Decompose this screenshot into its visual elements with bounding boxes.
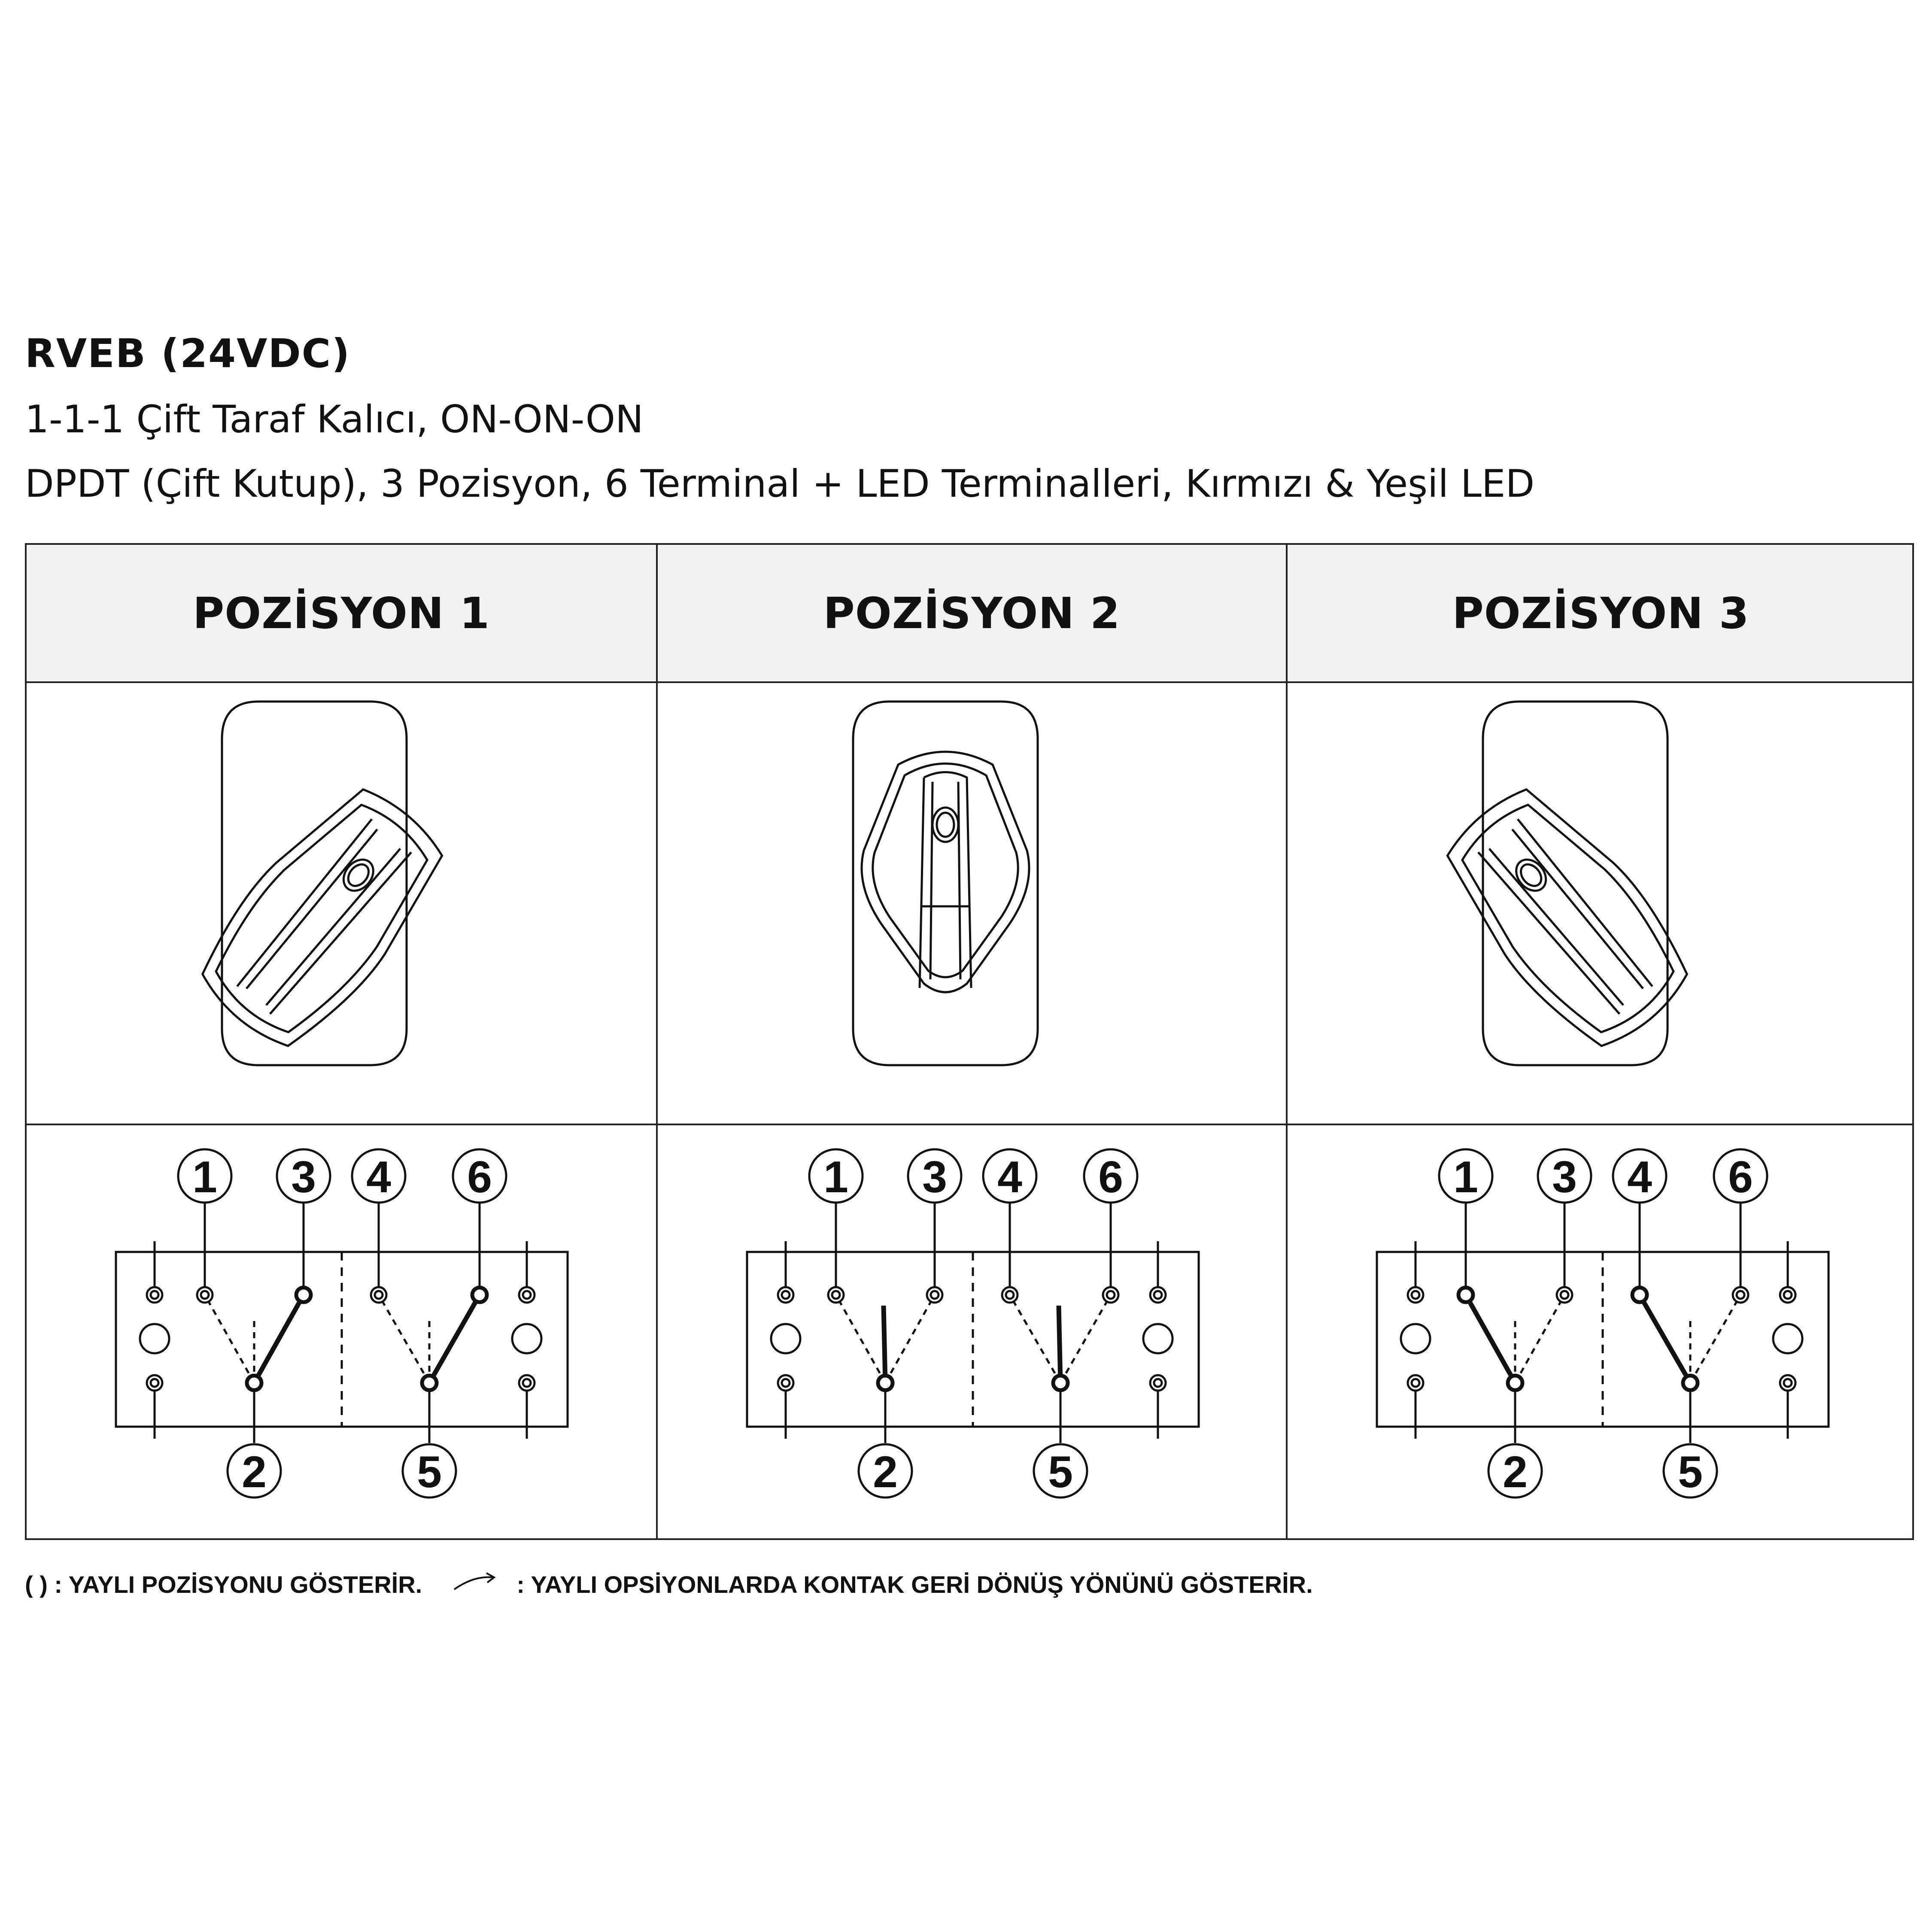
contact-lever: [1640, 1295, 1690, 1383]
led-window: [512, 1324, 541, 1353]
terminal-contact: [296, 1288, 311, 1302]
led-terminal-inner: [1412, 1379, 1419, 1387]
terminal-contact: [927, 1287, 942, 1303]
wiring-diagram-pos2: [658, 1125, 1286, 1538]
terminal-contact: [472, 1288, 487, 1302]
led-terminal-inner: [782, 1291, 790, 1299]
contact-lever: [884, 1306, 885, 1383]
terminal-number: 5: [417, 1447, 442, 1497]
common-contact: [1683, 1376, 1698, 1390]
led-terminal: [778, 1287, 793, 1303]
led-terminal-inner: [1784, 1379, 1792, 1387]
common-contact: [878, 1376, 893, 1390]
contact-path-dashed: [836, 1295, 885, 1383]
contact-path-dashed: [205, 1295, 254, 1383]
led-terminal: [519, 1287, 535, 1303]
terminal-number: 1: [1453, 1152, 1478, 1202]
terminal-number: 6: [1098, 1152, 1123, 1202]
terminal-number: 4: [1627, 1152, 1652, 1202]
terminal-number: 2: [242, 1447, 267, 1497]
led-terminal-inner: [523, 1379, 531, 1387]
wiring-diagram-pos1: [27, 1125, 656, 1538]
terminal-number: 2: [1503, 1447, 1528, 1497]
terminal-number: 3: [922, 1152, 947, 1202]
terminal-number: 6: [1728, 1152, 1753, 1202]
contact-path-dashed: [885, 1295, 935, 1383]
terminal-contact: [197, 1287, 213, 1303]
footer-note-return: : YAYLI OPSİYONLARDA KONTAK GERİ DÖNÜŞ YÖNÜNÜ GÖSTERİR.: [516, 1571, 1313, 1598]
terminal-number: 1: [823, 1152, 848, 1202]
column-header-2: POZİSYON 2: [823, 588, 1121, 638]
led-terminal: [1408, 1375, 1423, 1391]
return-arrow-icon: [452, 1571, 499, 1598]
terminal-number: 3: [1552, 1152, 1577, 1202]
led-terminal-inner: [1784, 1291, 1792, 1299]
terminal-number: 1: [192, 1152, 217, 1202]
page-subtitle-2: DPDT (Çift Kutup), 3 Pozisyon, 6 Terminal + LED Terminalleri, Kırmızı & Yeşil LED: [25, 462, 1535, 506]
footer-note-spring: ( ) : YAYLI POZİSYONU GÖSTERİR.: [25, 1571, 422, 1598]
terminal-number: 5: [1048, 1447, 1073, 1497]
terminal-number: 4: [366, 1152, 391, 1202]
terminal-contact: [1632, 1288, 1647, 1302]
led-terminal-inner: [151, 1291, 158, 1299]
terminal-number: 6: [467, 1152, 492, 1202]
terminal-contact: [1103, 1287, 1118, 1303]
terminal-number: 4: [997, 1152, 1022, 1202]
contact-lever: [1466, 1295, 1515, 1383]
common-contact: [1508, 1376, 1522, 1390]
contact-path-dashed: [1690, 1295, 1741, 1383]
led-terminal-inner: [782, 1379, 790, 1387]
contact-lever: [429, 1295, 480, 1383]
contact-path-dashed: [1010, 1295, 1060, 1383]
led-window: [1773, 1324, 1802, 1353]
switch-body: [116, 1252, 568, 1427]
terminal-contact: [1458, 1288, 1473, 1302]
page-title: RVEB (24VDC): [25, 331, 351, 377]
common-contact: [247, 1376, 261, 1390]
led-terminal: [1150, 1287, 1166, 1303]
common-contact: [422, 1376, 437, 1390]
contact-lever: [254, 1295, 304, 1383]
terminal-number: 5: [1678, 1447, 1703, 1497]
led-terminal: [519, 1375, 535, 1391]
switch-body: [747, 1252, 1199, 1427]
led-terminal: [1408, 1287, 1423, 1303]
led-window: [1143, 1324, 1173, 1353]
rocker-switch-pos2-drawing: [658, 683, 1286, 1124]
led-window: [771, 1324, 800, 1353]
terminal-number: 2: [873, 1447, 898, 1497]
wiring-diagram-pos3: [1288, 1125, 1914, 1538]
contact-path-dashed: [379, 1295, 429, 1383]
led-terminal-inner: [1154, 1379, 1162, 1387]
led-terminal: [778, 1375, 793, 1391]
led-terminal-inner: [1412, 1291, 1419, 1299]
led-terminal: [1780, 1287, 1795, 1303]
terminal-number: 3: [291, 1152, 316, 1202]
column-header-3: POZİSYON 3: [1452, 588, 1750, 638]
column-header-1: POZİSYON 1: [193, 588, 490, 638]
led-terminal-inner: [1154, 1291, 1162, 1299]
led-terminal: [147, 1287, 162, 1303]
led-terminal-inner: [523, 1291, 531, 1299]
rocker-switch-pos3-drawing: [1288, 683, 1914, 1124]
terminal-contact: [1733, 1287, 1748, 1303]
contact-path-dashed: [1060, 1295, 1111, 1383]
terminal-contact: [1557, 1287, 1572, 1303]
contact-path-dashed: [1515, 1295, 1564, 1383]
led-terminal: [1780, 1375, 1795, 1391]
position-table: [25, 543, 1914, 1540]
page-subtitle-1: 1-1-1 Çift Taraf Kalıcı, ON-ON-ON: [25, 397, 644, 441]
led-terminal-inner: [151, 1379, 158, 1387]
switch-body: [1377, 1252, 1829, 1427]
led-window: [140, 1324, 169, 1353]
contact-lever: [1059, 1306, 1060, 1383]
common-contact: [1053, 1376, 1068, 1390]
led-window: [1401, 1324, 1430, 1353]
footer-notes: [25, 1571, 1313, 1598]
led-terminal: [147, 1375, 162, 1391]
terminal-contact: [828, 1287, 844, 1303]
rocker-switch-pos1-drawing: [27, 683, 656, 1124]
terminal-contact: [1002, 1287, 1018, 1303]
terminal-contact: [371, 1287, 386, 1303]
led-terminal: [1150, 1375, 1166, 1391]
